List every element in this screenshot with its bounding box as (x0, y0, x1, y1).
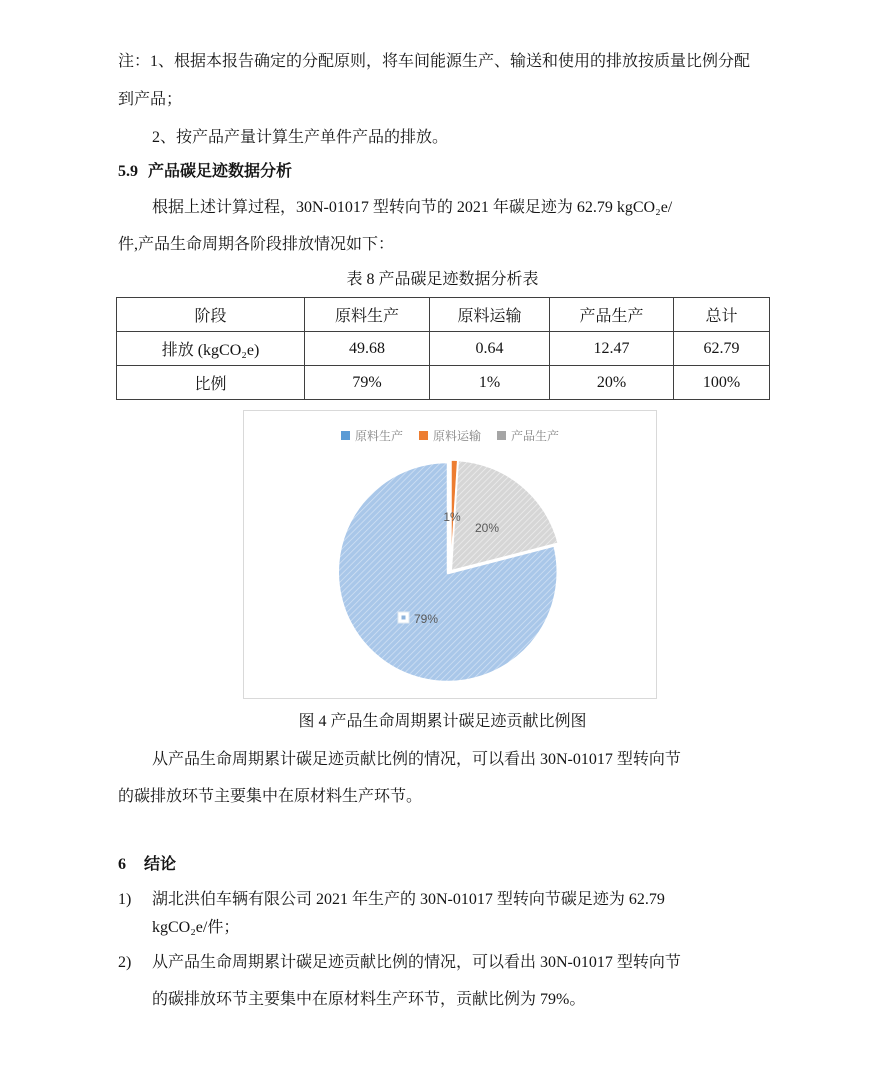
header-product-production: 产品生产 (550, 298, 674, 332)
conclusion-item2-line-1: 从产品生命周期累计碳足迹贡献比例的情况，可以看出 30N-01017 型转向节 (152, 954, 681, 971)
section-paragraph-line-2: 件,产品生命周期各阶段排放情况如下： (118, 236, 395, 253)
selection-handle-dot-icon (402, 616, 406, 620)
emission-value: 12.47 (550, 332, 674, 366)
conclusion-item1-line-1: 湖北洪伯车辆有限公司 2021 年生产的 30N-01017 型转向节碳足迹为 62.79 (152, 891, 665, 908)
header-total: 总计 (674, 298, 770, 332)
note-line-3: 2、按产品产量计算生产单件产品的排放。 (152, 129, 449, 146)
emission-value: 0.64 (430, 332, 550, 366)
legend-label: 原料生产 (354, 429, 403, 443)
legend-swatch-orange-icon (419, 431, 428, 440)
conclusion-item1-marker: 1) (118, 891, 132, 908)
emission-value: 49.68 (305, 332, 430, 366)
ratio-value: 100% (674, 366, 770, 400)
ratio-value: 79% (305, 366, 430, 400)
table-row-ratio (117, 366, 770, 400)
legend-item-raw-transport (419, 427, 481, 444)
pie-chart-panel (243, 410, 657, 699)
note-line-2: 到产品； (118, 91, 183, 108)
section-number: 5.9 (118, 163, 138, 180)
table-row-emission (117, 332, 770, 366)
conclusion-number: 6 (118, 856, 126, 873)
carbon-footprint-table (116, 297, 770, 400)
pie-label-product-production: 20% (474, 521, 500, 535)
ratio-value: 1% (430, 366, 550, 400)
table-header-row (117, 298, 770, 332)
legend-swatch-gray-icon (497, 431, 506, 440)
figure-paragraph-line-2: 的碳排放环节主要集中在原材料生产环节。 (118, 788, 423, 805)
conclusion-item2-marker: 2) (118, 954, 132, 971)
legend-label: 产品生产 (511, 429, 560, 443)
pie-chart-svg (244, 411, 656, 698)
section-title: 产品碳足迹数据分析 (148, 163, 293, 180)
pie-label-raw-production: 79% (414, 612, 439, 626)
pie-label-raw-transport: 1% (443, 510, 461, 524)
section-5-9-heading (118, 162, 292, 182)
conclusion-item1-line-2: kgCO₂e/件； (152, 919, 240, 936)
conclusion-title: 结论 (144, 856, 177, 873)
conclusion-item2-line-2: 的碳排放环节主要集中在原材料生产环节，贡献比例为 79%。 (152, 991, 586, 1008)
conclusion-heading (118, 855, 176, 875)
emission-label: 排放 (kgCO₂e) (117, 332, 305, 366)
ratio-label: 比例 (117, 366, 305, 400)
header-raw-production: 原料生产 (305, 298, 430, 332)
table-caption: 表 8 产品碳足迹数据分析表 (346, 271, 539, 288)
ratio-value: 20% (550, 366, 674, 400)
header-raw-transport: 原料运输 (430, 298, 550, 332)
note-line-1: 注：1、根据本报告确定的分配原则，将车间能源生产、输送和使用的排放按质量比例分配 (118, 53, 751, 70)
legend-swatch-blue-icon (341, 431, 350, 440)
chart-legend (244, 427, 656, 444)
section-paragraph-line-1: 根据上述计算过程，30N-01017 型转向节的 2021 年碳足迹为 62.79 kgCO₂e/ (152, 199, 673, 216)
figure-caption: 图 4 产品生命周期累计碳足迹贡献比例图 (298, 713, 587, 730)
figure-paragraph-line-1: 从产品生命周期累计碳足迹贡献比例的情况，可以看出 30N-01017 型转向节 (152, 751, 681, 768)
legend-item-raw-production (341, 427, 403, 444)
legend-item-product-production (497, 427, 559, 444)
emission-value: 62.79 (674, 332, 770, 366)
header-stage: 阶段 (117, 298, 305, 332)
legend-label: 原料运输 (432, 429, 481, 443)
